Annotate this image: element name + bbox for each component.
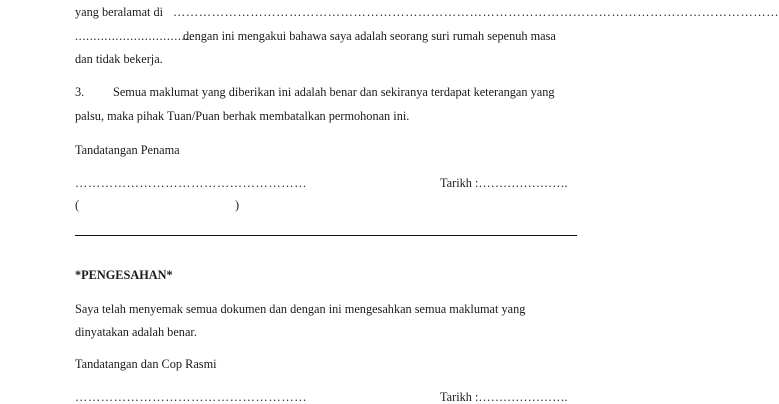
item-3-text-continued: palsu, maka pihak Tuan/Puan berhak membatalkan permohonan ini. — [75, 109, 410, 123]
verification-text: Saya telah menyemak semua dokumen dan dengan ini mengesahkan semua maklumat yang — [75, 302, 526, 316]
section-divider — [75, 235, 577, 236]
item-3-number: 3. — [75, 85, 85, 99]
item-3-text: Semua maklumat yang diberikan ini adalah benar dan sekiranya terdapat keterangan yang — [113, 85, 555, 99]
applicant-name-close-paren: ) — [235, 198, 240, 212]
official-signature-label: Tandatangan dan Cop Rasmi — [75, 357, 217, 371]
declaration-text: dengan ini mengakui bahawa saya adalah seorang suri rumah sepenuh masa — [183, 29, 556, 43]
section-heading: *PENGESAHAN* — [75, 268, 173, 282]
address-fill-line: …………………………………………………………………………………………………………………………… — [173, 5, 779, 19]
applicant-date-field: Tarikh :…………………. — [440, 176, 568, 190]
address-fill-line-continued: ................................ — [75, 29, 193, 43]
declaration-text-continued: dan tidak bekerja. — [75, 52, 163, 66]
verification-text-continued: dinyatakan adalah benar. — [75, 325, 197, 339]
applicant-signature-label: Tandatangan Penama — [75, 143, 180, 157]
applicant-signature-line: ……………………………………………… — [75, 176, 308, 190]
official-signature-line: ……………………………………………… — [75, 390, 308, 404]
address-label: yang beralamat di — [75, 5, 164, 19]
official-date-field: Tarikh :…………………. — [440, 390, 568, 404]
applicant-name-open-paren: ( — [75, 198, 80, 212]
